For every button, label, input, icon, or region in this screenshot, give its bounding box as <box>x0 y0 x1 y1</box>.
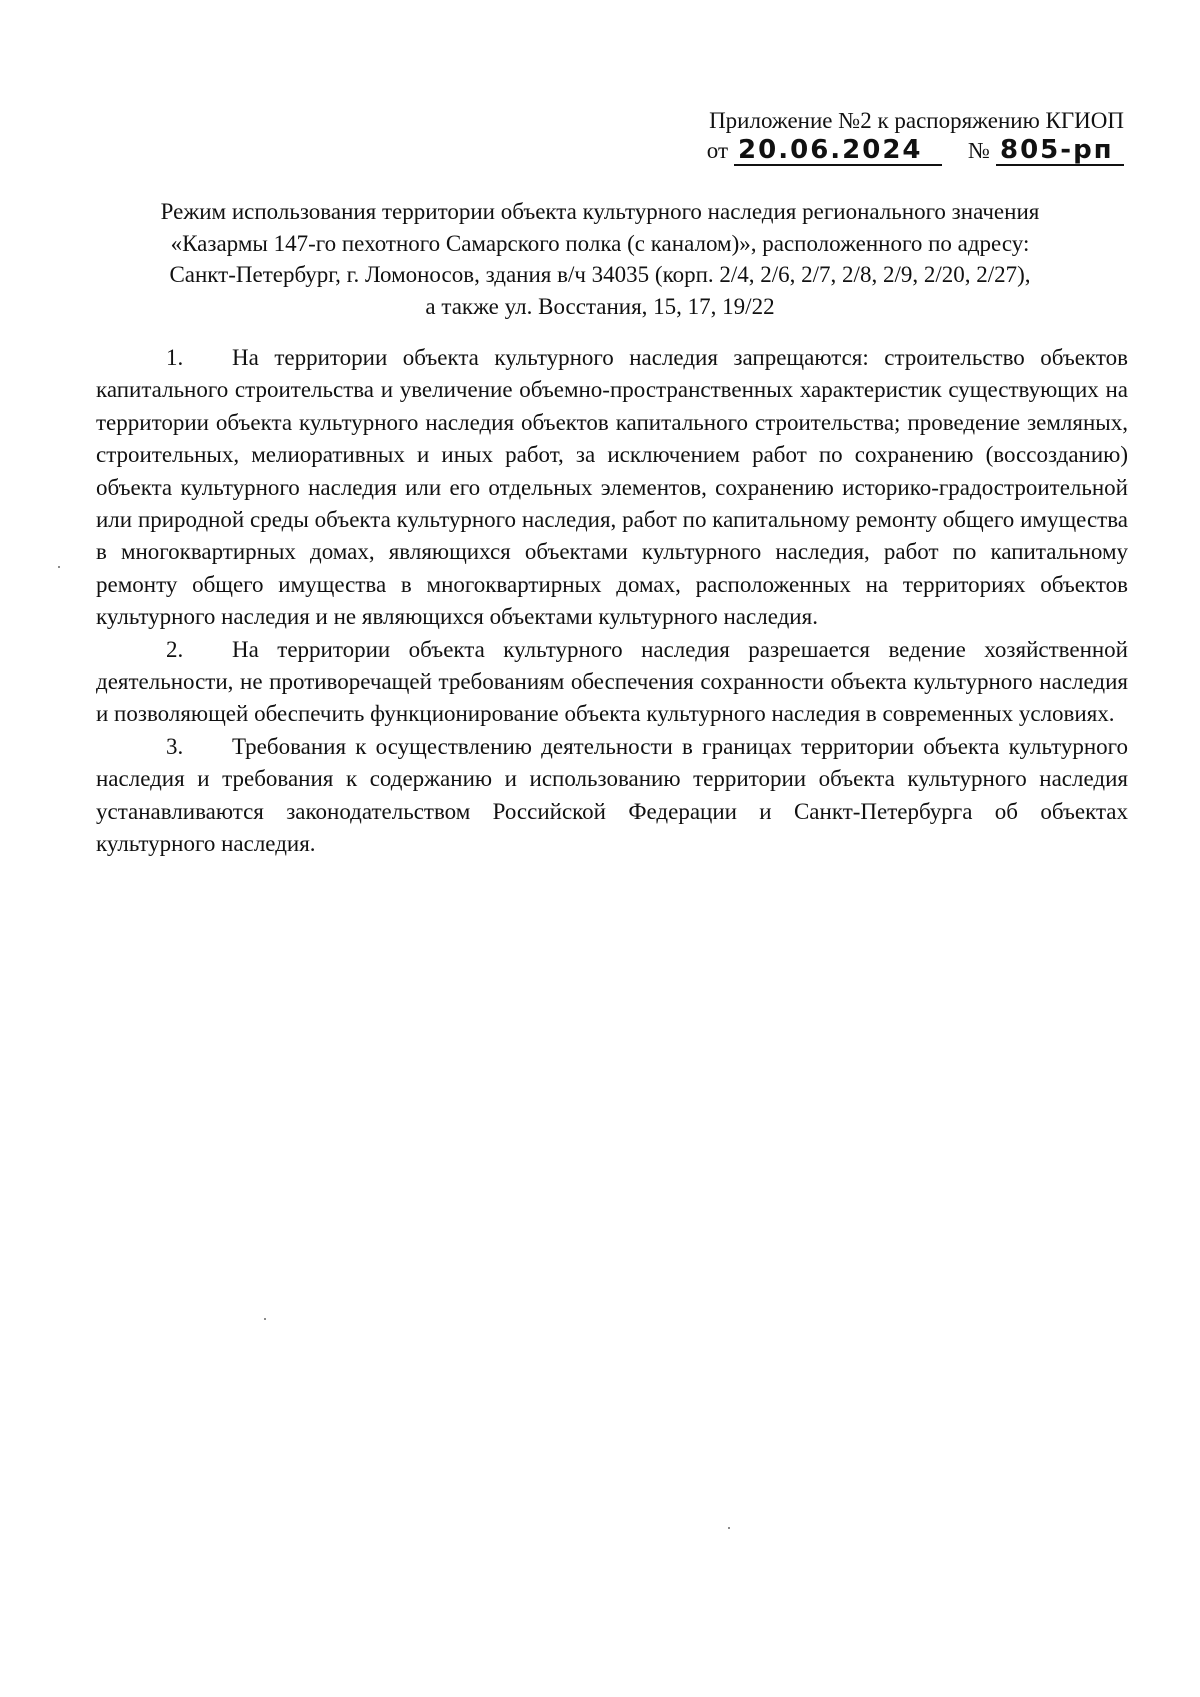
date-label: от <box>706 138 729 163</box>
paragraph-number: 2. <box>166 636 184 662</box>
title-line-3: Санкт-Петербург, г. Ломоносов, здания в/ч 34035 (корп. 2/4, 2/6, 2/7, 2/8, 2/9, 2/20, 2/27), <box>169 262 1031 287</box>
scan-speck <box>728 1527 730 1529</box>
appendix-title: Приложение №2 к распоряжению КГИОП <box>709 108 1124 133</box>
paragraph-1 <box>96 342 1128 634</box>
paragraph-text: Требования к осуществлению деятельности в границах территории объекта культурного наследия и требования к содержанию и использованию территории объекта культурного наследия устанавливаются законодательством Российской Федерации и Санкт-Петербурга об объектах культурного наследия. <box>96 733 1128 857</box>
paragraph-number: 1. <box>166 345 184 370</box>
document-body <box>96 342 1128 861</box>
appendix-header <box>644 106 1124 166</box>
handwritten-date: 20.06.2024 <box>734 136 942 166</box>
order-details <box>644 136 1124 166</box>
handwritten-order-number: 805-рп <box>996 136 1124 166</box>
title-line-4: а также ул. Восстания, 15, 17, 19/22 <box>425 293 775 319</box>
scan-speck <box>264 1318 266 1320</box>
document-title <box>100 196 1100 322</box>
paragraph-text: На территории объекта культурного наследия запрещаются: строительство объектов капитального строительства и увеличение объемно-пространственных характеристик существующих на территории объекта культурного наследия объектов капитального строительства; проведение земляных, строительных, мелиоративных и иных работ, за исключением работ по сохранению (воссозданию) объекта культурного наследия или его отдельных элементов, сохранению историко-градостроительной или природной среды объекта культурного наследия, работ по капитальному ремонту общего имущества в многоквартирных домах, являющихся объектами культурного наследия, работ по капитальному ремонту общего имущества в многоквартирных домах, расположенных на территориях объектов культурного наследия и не являющихся объектами культурного наследия. <box>96 345 1128 630</box>
number-label: № <box>968 138 990 163</box>
title-line-1: Режим использования территории объекта культурного наследия регионального значения <box>160 199 1040 224</box>
paragraph-2 <box>96 634 1128 731</box>
scan-speck <box>58 566 60 568</box>
paragraph-3 <box>96 731 1128 861</box>
paragraph-number: 3. <box>166 733 184 759</box>
title-line-2: «Казармы 147-го пехотного Самарского полка (с каналом)», расположенного по адресу: <box>170 230 1030 256</box>
paragraph-text: На территории объекта культурного наследия разрешается ведение хозяйственной деятельности, не противоречащей требованиям обеспечения сохранности объекта культурного наследия и позволяющей обеспечить функционирование объекта культурного наследия в современных условиях. <box>96 636 1128 727</box>
